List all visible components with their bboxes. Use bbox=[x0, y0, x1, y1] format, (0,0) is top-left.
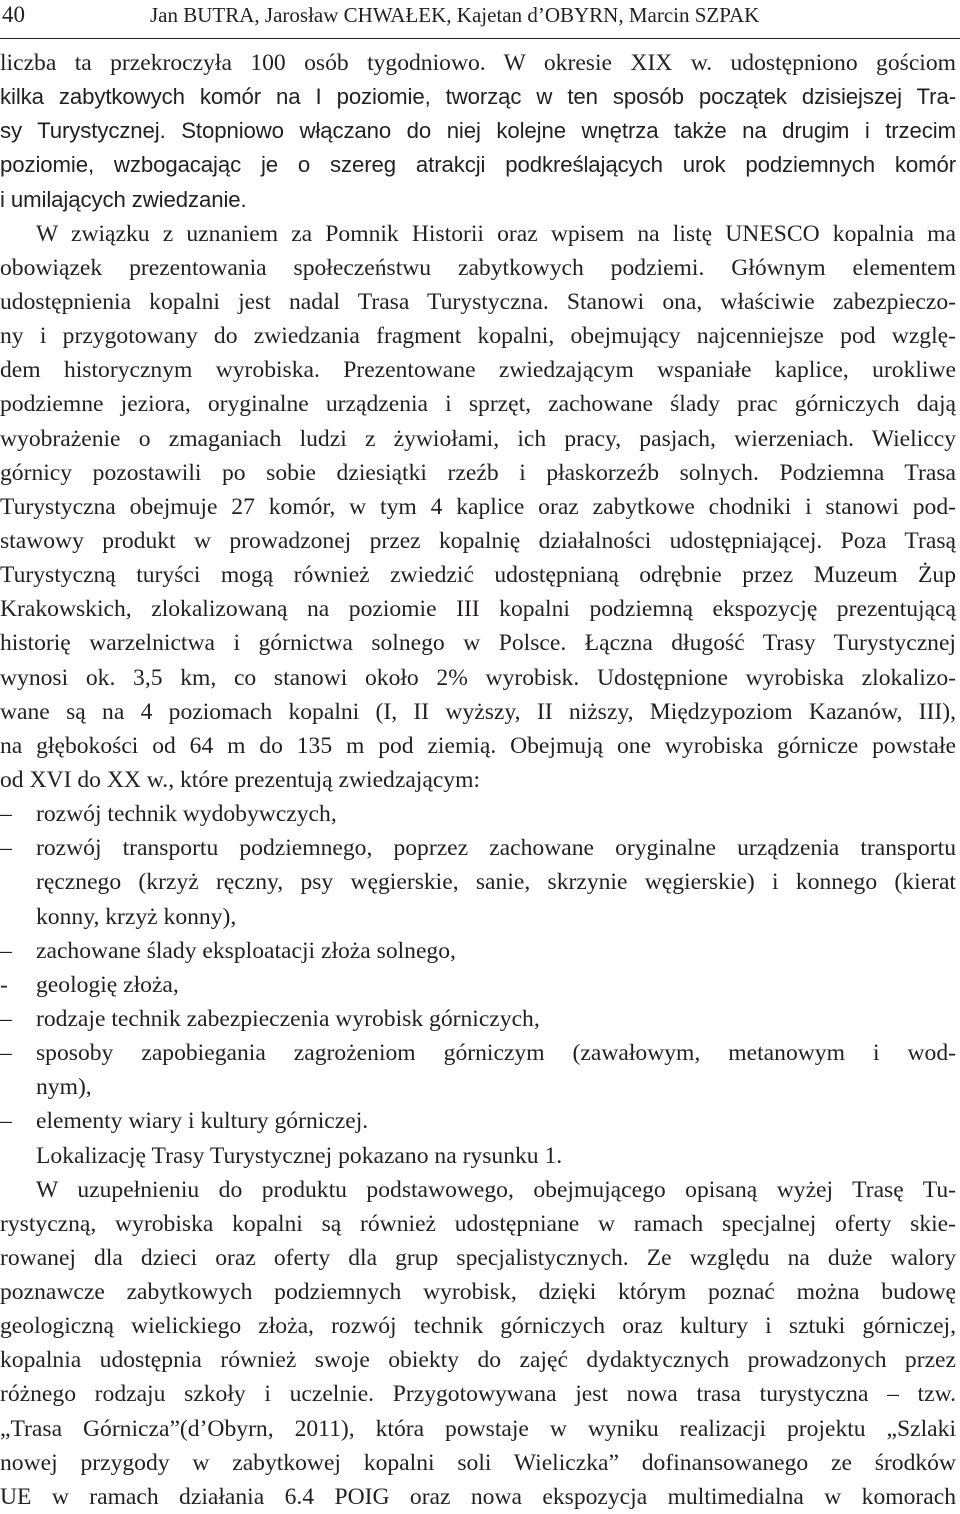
text-line: kilka zabytkowych komór na I poziomie, tworząc w ten sposób początek dzisiejszej Tra- bbox=[0, 84, 956, 110]
text-line: geologiczną wielickiego złoża, rozwój technik górniczych oraz kultury i sztuki górniczej, bbox=[0, 1313, 956, 1340]
list-item-continuation: nym), bbox=[36, 1074, 92, 1101]
text-line: dem historycznym wyrobiska. Prezentowane zwiedzającym wspaniałe kaplice, urokliwe bbox=[0, 357, 956, 384]
list-item-text: geologię złoża, bbox=[36, 971, 179, 998]
text-line: UE w ramach działania 6.4 POIG oraz nowa ekspozycja multimedialna w komorach bbox=[0, 1483, 956, 1510]
list-dash: – bbox=[0, 801, 12, 828]
text-line: obowiązek prezentowania społeczeństwu zabytkowych podziemi. Głównym elementem bbox=[0, 254, 956, 281]
text-line: ny i przygotowany do zwiedzania fragment kopalni, obejmujący najcenniejsze pod wzglę- bbox=[0, 323, 956, 350]
text-line: wynosi ok. 3,5 km, co stanowi około 2% wyrobisk. Udostępnione wyrobiska zlokalizo- bbox=[0, 664, 956, 691]
text-line: sy Turystycznej. Stopniowo włączano do niej kolejne wnętrza także na drugim i trzecim bbox=[0, 118, 956, 144]
text-line: Turystyczną turyści mogą również zwiedzić udostępnianą odrębnie przez Muzeum Żup bbox=[0, 562, 956, 589]
body-text bbox=[0, 46, 956, 1514]
text-line: „Trasa Górnicza”(d’Obyrn, 2011), która powstaje w wyniku realizacji projektu „Szlaki bbox=[0, 1415, 956, 1442]
list-item-continuation: konny, krzyż konny), bbox=[36, 903, 237, 930]
text-line: kopalnia udostępnia również swoje obiekty do zajęć dydaktycznych prowadzonych przez bbox=[0, 1347, 956, 1374]
text-line: rowanej dla dzieci oraz oferty dla grup specjalistycznych. Ze względu na duże walory bbox=[0, 1244, 956, 1271]
list-item-text: rodzaje technik zabezpieczenia wyrobisk górniczych, bbox=[36, 1005, 540, 1032]
text-line: poznawcze zabytkowych podziemnych wyrobisk, dzięki którym poznać można budowę bbox=[0, 1279, 956, 1306]
text-line: liczba ta przekroczyła 100 osób tygodniowo. W okresie XIX w. udostępniono gościom bbox=[0, 50, 956, 76]
list-dash: – bbox=[0, 1005, 12, 1032]
list-item-text: sposoby zapobiegania zagrożeniom górniczym (zawałowym, metanowym i wod- bbox=[36, 1040, 956, 1067]
list-item bbox=[0, 831, 956, 865]
text-line: od XVI do XX w., które prezentują zwiedzającym: bbox=[0, 766, 480, 793]
text-line: W uzupełnieniu do produktu podstawowego, obejmującego opisaną wyżej Trasę Tu- bbox=[36, 1176, 956, 1203]
list-item bbox=[0, 1104, 956, 1138]
list-dash: - bbox=[0, 971, 8, 998]
text-line: poziomie, wzbogacając je o szereg atrakcji podkreślających urok podziemnych komór bbox=[0, 152, 956, 178]
text-line: podziemne jeziora, oryginalne urządzenia i sprzęt, zachowane ślady prac górniczych dają bbox=[0, 391, 956, 418]
list-item-text: elementy wiary i kultury górniczej. bbox=[36, 1108, 369, 1135]
text-line: historię warzelnictwa i górnictwa solnego w Polsce. Łączna długość Trasy Turystycznej bbox=[0, 630, 956, 657]
text-line: nowej przygody w zabytkowej kopalni soli Wieliczka” dofinansowanego ze środków bbox=[0, 1449, 956, 1476]
page-number: 40 bbox=[2, 2, 25, 27]
list-item-continuation: ręcznego (krzyż ręczny, psy węgierskie, sanie, skrzynie węgierskie) i konnego (kierat bbox=[36, 869, 956, 896]
list-item bbox=[0, 797, 956, 831]
page-header bbox=[0, 0, 960, 39]
list-dash: – bbox=[0, 937, 12, 964]
list-dash: – bbox=[0, 835, 12, 862]
list-item bbox=[0, 934, 956, 968]
list-item-text: zachowane ślady eksploatacji złoża solnego, bbox=[36, 937, 456, 964]
running-head: Jan BUTRA, Jarosław CHWAŁEK, Kajetan d’OBYRN, Marcin SZPAK bbox=[150, 3, 760, 27]
text-line: różnego rodzaju szkoły i uczelnie. Przygotowywana jest nowa trasa turystyczna – tzw. bbox=[0, 1381, 956, 1408]
text-line: stawowy produkt w prowadzonej przez kopalnię działalności udostępniającej. Poza Trasą bbox=[0, 527, 956, 554]
text-line: wane są na 4 poziomach kopalni (I, II wyższy, II niższy, Międzypoziom Kazanów, III), bbox=[0, 698, 956, 725]
list-dash: – bbox=[0, 1108, 12, 1135]
list-item bbox=[0, 968, 956, 1002]
list-item-text: rozwój transportu podziemnego, poprzez zachowane oryginalne urządzenia transportu bbox=[36, 835, 956, 862]
text-line: rystyczną, wyrobiska kopalni są również udostępniane w ramach specjalnej oferty skie- bbox=[0, 1210, 956, 1237]
list-item bbox=[0, 1036, 956, 1070]
text-line: górnicy pozostawili po sobie dziesiątki rzeźb i płaskorzeźb solnych. Podziemna Trasa bbox=[0, 459, 956, 486]
text-line: Lokalizację Trasy Turystycznej pokazano na rysunku 1. bbox=[36, 1142, 563, 1169]
text-line: i umilających zwiedzanie. bbox=[0, 186, 247, 212]
text-line: Krakowskich, zlokalizowaną na poziomie III kopalni podziemną ekspozycję prezentującą bbox=[0, 596, 956, 623]
text-line: na głębokości od 64 m do 135 m pod ziemią. Obejmują one wyrobiska górnicze powstałe bbox=[0, 732, 956, 759]
text-line: wyobrażenie o zmaganiach ludzi z żywiołami, ich pracy, pasjach, wierzeniach. Wieliccy bbox=[0, 425, 956, 452]
text-line: W związku z uznaniem za Pomnik Historii oraz wpisem na listę UNESCO kopalnia ma bbox=[36, 220, 956, 247]
text-line: udostępnienia kopalni jest nadal Trasa Turystyczna. Stanowi ona, właściwie zabezpieczo- bbox=[0, 288, 956, 315]
list-dash: – bbox=[0, 1040, 12, 1067]
list-item bbox=[0, 1002, 956, 1036]
text-line: Turystyczna obejmuje 27 komór, w tym 4 kaplice oraz zabytkowe chodniki i stanowi pod- bbox=[0, 493, 956, 520]
list-item-text: rozwój technik wydobywczych, bbox=[36, 801, 337, 828]
